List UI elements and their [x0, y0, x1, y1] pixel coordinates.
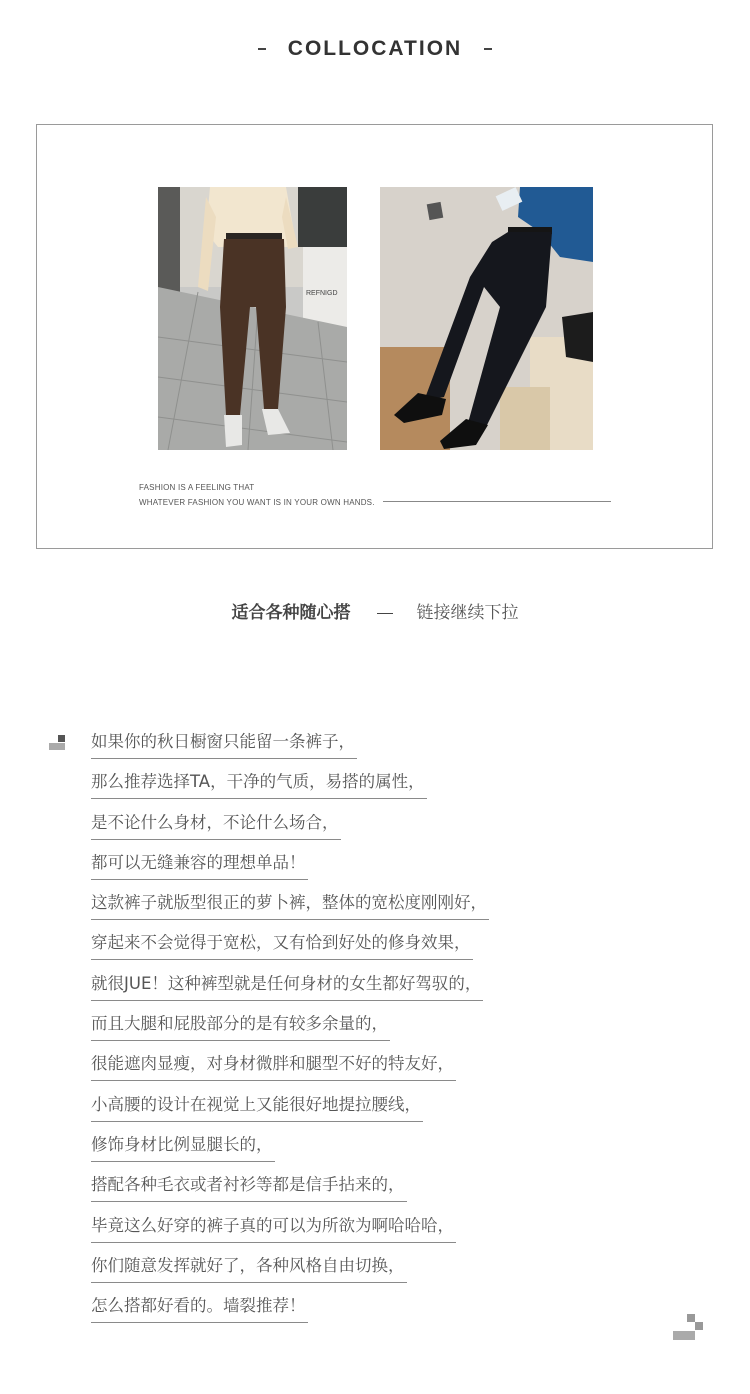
slogan-text [139, 480, 375, 510]
header-dash-left [258, 48, 266, 50]
subheading [0, 598, 750, 623]
description-line: 这款裤子就版型很正的萝卜裤，整体的宽松度刚刚好， [91, 887, 489, 927]
camel-trousers-photo [158, 187, 347, 450]
svg-text:REFNIGD: REFNIGD [306, 290, 338, 297]
description-line: 很能遮肉显瘦，对身材微胖和腿型不好的特友好， [91, 1048, 489, 1088]
corner-squares-icon [673, 1314, 703, 1341]
description-line: 小高腰的设计在视觉上又能很好地提拉腰线， [91, 1089, 489, 1129]
description-line: 就很JUE！这种裤型就是任何身材的女生都好驾驭的， [91, 968, 489, 1008]
description-line: 你们随意发挥就好了，各种风格自由切换， [91, 1250, 489, 1290]
description-line: 都可以无缝兼容的理想单品！ [91, 847, 489, 887]
subheading-separator [377, 613, 393, 614]
black-trousers-photo [380, 187, 593, 450]
subheading-light: 链接继续下拉 [416, 603, 519, 623]
slogan-divider [383, 501, 611, 502]
description-line: 那么推荐选择TA，干净的气质，易搭的属性， [91, 766, 489, 806]
section-header [0, 34, 750, 64]
description-line: 修饰身材比例显腿长的， [91, 1129, 489, 1169]
subheading-bold: 适合各种随心搭 [231, 603, 351, 623]
section-title: COLLOCATION [287, 37, 463, 60]
description-line: 是不论什么身材，不论什么场合， [91, 807, 489, 847]
description-line: 穿起来不会觉得于宽松，又有恰到好处的修身效果， [91, 927, 489, 967]
slogan-line-2: WHATEVER FASHION YOU WANT IS IN YOUR OWN HANDS. [139, 498, 375, 507]
collocation-frame [36, 124, 713, 549]
description-line: 如果你的秋日橱窗只能留一条裤子， [91, 726, 489, 766]
description-line: 而且大腿和屁股部分的是有较多余量的， [91, 1008, 489, 1048]
header-dash-right [484, 48, 492, 50]
description-list [91, 726, 489, 1330]
description-line: 怎么搭都好看的。墙裂推荐！ [91, 1290, 489, 1330]
corner-squares-icon [49, 735, 66, 751]
description-line: 搭配各种毛衣或者衬衫等都是信手拈来的， [91, 1169, 489, 1209]
description-line: 毕竟这么好穿的裤子真的可以为所欲为啊哈哈哈， [91, 1210, 489, 1250]
slogan-line-1: FASHION IS A FEELING THAT [139, 483, 255, 492]
